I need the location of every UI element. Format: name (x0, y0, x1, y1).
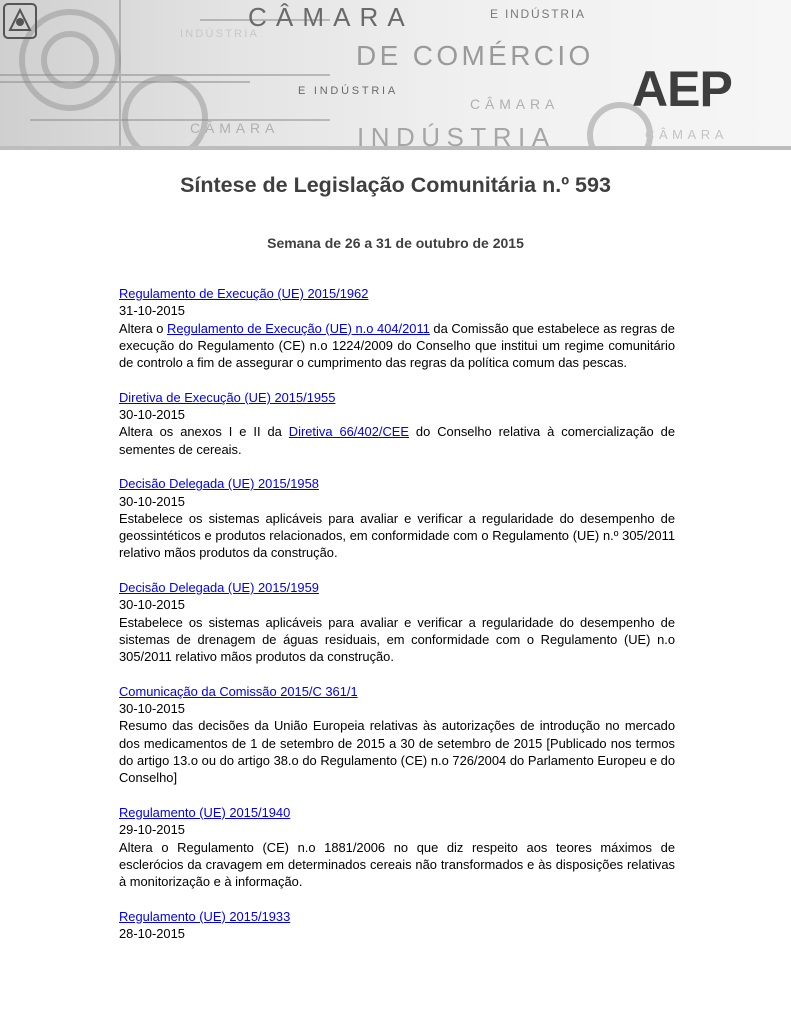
entry-title-link[interactable]: Comunicação da Comissão 2015/C 361/1 (119, 683, 358, 699)
banner-word: CÂMARA (248, 2, 414, 32)
entry-title-link[interactable]: Regulamento (UE) 2015/1933 (119, 908, 291, 924)
entry-2 (119, 389, 675, 458)
entry-title-link[interactable]: Diretiva de Execução (UE) 2015/1955 (119, 389, 336, 405)
entry-description: Estabelece os sistemas aplicáveis para avaliar e verificar a regularidade do desempenho de sistemas de drenagem de águas residuais, em conformidade com o Regulamento (UE) n.o 305/2011 relativo mãos produtos da construção. (119, 614, 675, 665)
aep-emblem-icon (0, 0, 40, 42)
entry-5 (119, 683, 675, 787)
document-title: Síntese de Legislação Comunitária n.º 593 (180, 173, 611, 197)
header-banner (0, 0, 791, 150)
banner-word: CÂMARA (190, 120, 280, 136)
entry-date: 29-10-2015 (119, 822, 185, 838)
entry-6 (119, 804, 675, 890)
entry-description (119, 320, 675, 372)
entry-description (119, 423, 675, 458)
banner-word: CÂMARA (645, 127, 728, 142)
entry-date: 28-10-2015 (119, 925, 185, 941)
banner-word: E INDÚSTRIA (298, 85, 398, 97)
entry-desc-link[interactable]: Regulamento de Execução (UE) n.o 404/2011 (167, 320, 430, 336)
entry-desc-link[interactable]: Diretiva 66/402/CEE (288, 424, 409, 440)
entries-list (119, 285, 675, 960)
entry-1 (119, 285, 675, 371)
entry-date: 30-10-2015 (119, 597, 185, 613)
entry-description: Resumo das decisões da União Europeia relativas às autorizações de introdução no mercado dos medicamentos de 1 de setembro de 2015 a 30 de setembro de 2015 [Publicado nos termos do artigo 13.o ou do artigo 38.o do Regulamento (CE) n.o 726/2004 do Parlamento Europeu e do Conselho] (119, 718, 675, 786)
entry-date: 31-10-2015 (119, 303, 185, 319)
entry-title-link[interactable]: Regulamento (UE) 2015/1940 (119, 804, 291, 820)
entry-desc-text: Altera o (119, 320, 168, 336)
entry-desc-text: do Conselho relativa à comercialização de sementes de cereais. (119, 424, 675, 457)
banner-word: DE COMÉRCIO (356, 40, 594, 71)
entry-date: 30-10-2015 (119, 493, 185, 509)
entry-date: 30-10-2015 (119, 701, 185, 717)
banner-word: E INDÚSTRIA (490, 7, 586, 21)
aep-logo: AEP (632, 61, 732, 117)
banner-word: INDÚSTRIA (357, 122, 556, 150)
banner-word: CÂMARA (470, 96, 560, 112)
entry-desc-text: Altera os anexos I e II da (119, 424, 289, 440)
entry-title-link[interactable]: Decisão Delegada (UE) 2015/1958 (119, 476, 319, 492)
entry-date: 30-10-2015 (119, 407, 185, 423)
entry-4 (119, 579, 675, 665)
entry-7 (119, 908, 675, 943)
entry-description: Altera o Regulamento (CE) n.o 1881/2006 no que diz respeito aos teores máximos de esclerócios da cravagem em determinados cereais não transformados e às disposições relativas à monitorização e à informação. (119, 839, 675, 890)
entry-desc-text: da Comissão que estabelece as regras de execução do Regulamento (CE) n.o 1224/2009 do Conselho que institui um regime comunitário de controlo a fim de assegurar o cumprimento das regras da política comum das pescas. (119, 320, 675, 371)
document-subtitle: Semana de 26 a 31 de outubro de 2015 (267, 235, 524, 251)
entry-title-link[interactable]: Decisão Delegada (UE) 2015/1959 (119, 580, 319, 596)
entry-title-link[interactable]: Regulamento de Execução (UE) 2015/1962 (119, 286, 369, 301)
entry-description: Estabelece os sistemas aplicáveis para avaliar e verificar a regularidade do desempenho de geossintéticos e produtos relacionados, em conformidade com o Regulamento (UE) n.º 305/2011 relativo mãos produtos da construção. (119, 510, 675, 561)
banner-word: INDÚSTRIA (180, 28, 260, 40)
entry-3 (119, 475, 675, 561)
